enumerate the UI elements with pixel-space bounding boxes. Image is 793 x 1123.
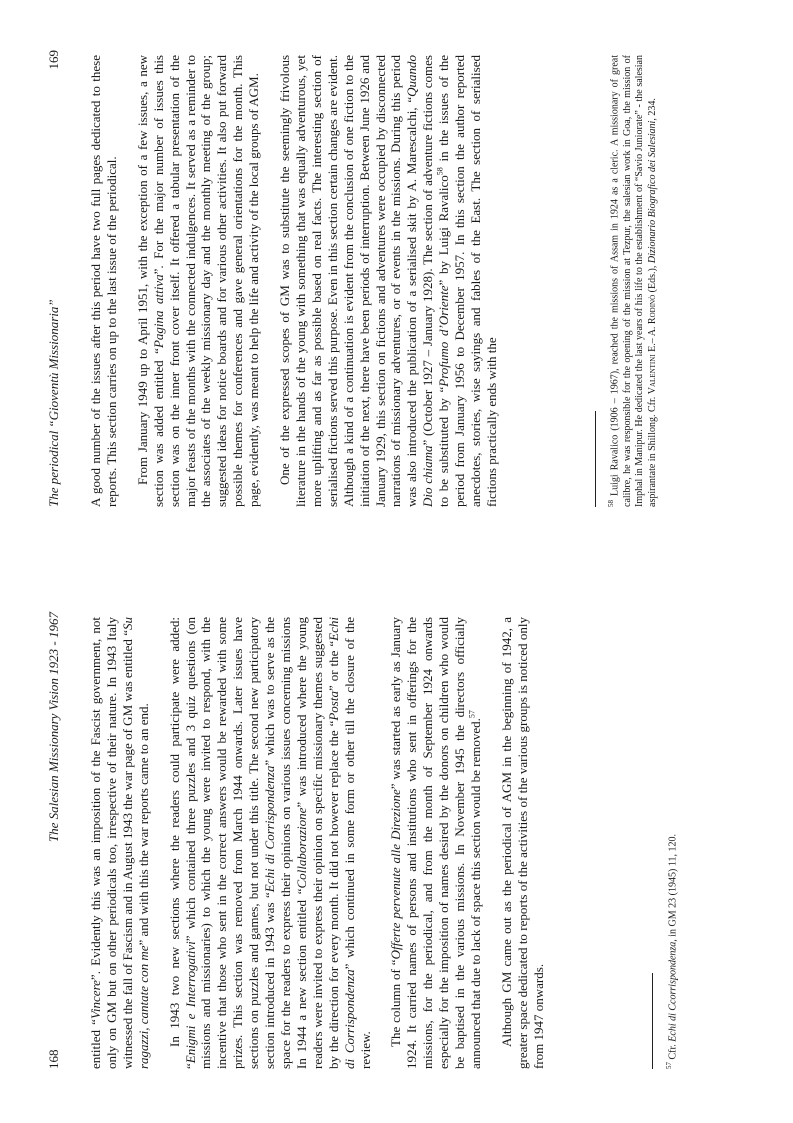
right-page [0, 0, 793, 561]
text-run: E.– A. [646, 324, 658, 355]
text-run: in the issues of the period from January 1956 to December 1957. In this section the author reported anecdotes, stories, wise sayings and fables of the East. The section of serialised fictions practically ends with the [436, 54, 499, 507]
right-running-head [46, 50, 62, 507]
right-footnote-rule [595, 411, 596, 507]
right-running-title: The periodical “Gioventù Missionaria” [46, 299, 61, 507]
text-run: The column of “ [388, 959, 404, 1047]
text-run: A good number of the issues after this period have two full pages dedicated to these reports. This section carries on up to the last issue of the periodical. [88, 55, 119, 507]
text-run: ” which was to serve as the space for the readers to express their opinions on various issues concerning missions In 1944 a new section entitled “ [262, 617, 309, 1069]
left-page [0, 562, 793, 1123]
left-footnote [663, 617, 680, 1069]
italic-text: Quando Dio chiama [404, 55, 436, 507]
italic-text: Vincere [88, 980, 103, 1020]
text-run: , in GM 23 (1945) 11, 120. [667, 834, 679, 942]
italic-text: Profumo d’Oriente [436, 285, 452, 387]
left-body-text [88, 617, 562, 1069]
body-paragraph [277, 55, 500, 507]
left-page-number: 168 [46, 1049, 61, 1069]
right-footnote [605, 55, 659, 507]
text-run: Although GM came out as the periodical of AGM in the beginning of 1942, a greater space dedicated to reports of the activities of the various groups is noticed only from 1947 onwards. [498, 617, 546, 1069]
text-run: , 234. [646, 98, 658, 121]
text-run: ” was introduced where the young readers were invited to express their opinion on specific missionary themes suggested by the direction for every month. It did not however replace the “ [293, 617, 341, 1069]
text-run: In 1943 two new sections where the readers could participate were added: “ [166, 617, 198, 1069]
left-footnote-rule [652, 973, 653, 1069]
italic-text: Posta [325, 691, 341, 721]
text-run: ” by Luigi Ravalico [436, 175, 452, 286]
body-paragraph [88, 55, 120, 507]
text-run: ”. Evidently this was an imposition of the Fascist government, not only on GM but on other periodicals too, irrespective of their nature. In 1943 Italy witnessed the fall of Fascism and in August 1943 the war page of GM was entitled “ [88, 616, 135, 1069]
text-run: ” or the “ [325, 640, 341, 692]
italic-text: Echi di Corrispondenza [262, 765, 278, 893]
left-running-head [46, 612, 62, 1069]
footnote-marker: 57 [467, 710, 477, 719]
body-paragraph [88, 617, 152, 1069]
text-run: ” (October 1927 – January 1928). The section of adventure fictions comes to be substituted by “ [420, 55, 452, 507]
italic-text: Offerte pervenute alle Direzione [388, 789, 404, 960]
text-run: ” and with this the war reports came to an end. [135, 703, 151, 946]
footnote-number: 57 [665, 1062, 673, 1069]
italic-text: Enigmi e Interrogativi [182, 941, 198, 1064]
italic-text: Su ragazzi, cantate con me [119, 617, 151, 1069]
text-run: Cfr. [667, 1041, 679, 1062]
text-run: ” which contained three puzzles and 3 quiz questions (on missions and missionaries) to which the young were invited to respond, with the incentive that those who sent in the correct answers would be rewarded with some prizes. This section was removed from March 1944 onwards. Later issues have sections on puzzles and games, but not under this title. The second new participatory section introduced in 1943 was “ [182, 617, 278, 1069]
text-run: ” was started as early as January 1924. It carried names of persons and institutions who sent in offerings for the missions, for the periodical, and from the month of September 1924 onwards especially for the imposition of names desired by the donors on children who would be baptised in the various missions. In November 1945 the directors officially announced that due to lack of space this section would be removed. [388, 617, 483, 1069]
text-run: From January 1949 up to April 1951, with the exception of a few issues, a new section was added entitled “ [134, 55, 166, 507]
italic-text: Echi di Corrispondenza [325, 617, 357, 1069]
text-run: entitled “ [88, 1019, 103, 1069]
text-run: ”. For the major number of issues this section was on the inner front cover itself. It offered a tabular presentation of the major feasts of the months with the connected indulgences. It served as a reminder to the associates of the weekly missionary day and the monthly meeting of the group; suggested ideas for notice boards and for various other activities. It also put forward possible themes for conferences and gave general orientations for the month. This page, evidently, was meant to help the life and activity of the local groups of AGM. [150, 55, 262, 507]
text-run: One of the expressed scopes of GM was to substitute the seemingly frivolous literature in the hands of the young with something that was equally adventurous, yet more uplifting and as far as possible based on real facts. The interesting section of serialised fictions served this purpose. Even in this section certain changes are evident. Although a kind of a continuation is evident from the conclusion of one fiction to the initiation of the next, there have been periods of interruption. Between June 1926 and January 1929, this section on fictions and adventures were occupied by disconnected narrations of missionary adventures, or of events in the missions. During this period was also introduced the publication of a serialised skit by A. Marescalchi, “ [277, 55, 420, 507]
right-page-number: 169 [46, 50, 61, 70]
italic-text: Echi di Ccorrispondenza [667, 941, 679, 1042]
footnote-number: 58 [607, 500, 615, 507]
body-paragraph [388, 617, 483, 1069]
left-running-title: The Salesian Missionary Vision 1923 - 1967 [46, 612, 61, 843]
smallcaps-text: Rodinò [646, 294, 658, 325]
italic-text: Dizionario Biografico dei Salesiani [646, 120, 658, 264]
right-body-text [88, 55, 515, 507]
text-run: ” which continued in some form or other till the closure of the review. [341, 617, 373, 1069]
italic-text: Pagina attiva [150, 274, 166, 349]
footnote-marker: 58 [435, 167, 445, 176]
text-run: (Eds.), [646, 263, 658, 295]
text-run: Luigi Ravalico (1906 – 1967), reached the missions of Assam in 1924 as a cleric. A missionary of great calibre, he was responsible for the opening of the mission at Tezpur, the salesian work in Goa, the mission of Imphal in Manipur. He dedicated the last years of his life to the establishment of “Savio Juniorate” - the salesian aspirantate in Shillong. Cfr. [609, 55, 658, 507]
smallcaps-text: Valentini [646, 354, 658, 395]
body-paragraph [499, 617, 547, 1069]
body-paragraph [167, 617, 374, 1069]
italic-text: Collaborazione [293, 807, 309, 889]
body-paragraph [135, 55, 262, 507]
